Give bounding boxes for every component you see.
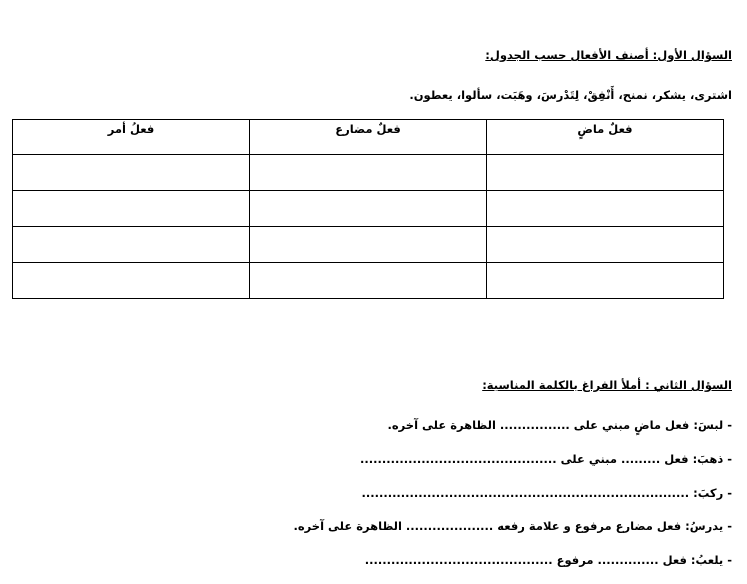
table-cell[interactable]	[250, 227, 487, 263]
table-row	[13, 227, 724, 263]
header-past-verb: فعلٌ ماضٍ	[487, 120, 724, 155]
fill-line-1: - لبسَ: فعل ماضٍ مبني على ................ الظاهرة على آخره.	[387, 418, 732, 432]
table-header-row	[13, 120, 724, 155]
table-cell[interactable]	[13, 263, 250, 299]
table-cell[interactable]	[250, 155, 487, 191]
header-imperative-verb: فعلُ أمر	[13, 120, 250, 155]
table-cell[interactable]	[13, 191, 250, 227]
fill-line-4: - يدرسُ: فعل مضارع مرفوع و علامة رفعه .................... الظاهرة على آخره.	[293, 519, 732, 533]
question1-title: السؤال الأول: أصنف الأفعال حسب الجدول:	[485, 48, 732, 62]
header-present-verb: فعلٌ مضارع	[250, 120, 487, 155]
table-row	[13, 191, 724, 227]
question1-word-list: اشترى، يشكر، نمنح، أَنْفِقْ، لِتَدْرسَ، وهَبَت، سألوا، يعطون.	[409, 88, 732, 102]
table-cell[interactable]	[13, 155, 250, 191]
table-cell[interactable]	[487, 155, 724, 191]
fill-line-2: - ذهبَ: فعل ......... مبني على .............................................	[360, 452, 732, 466]
table-cell[interactable]	[250, 191, 487, 227]
table-cell[interactable]	[487, 263, 724, 299]
fill-line-3: - ركبَ: ...........................................................................	[361, 486, 732, 500]
table-cell[interactable]	[487, 191, 724, 227]
fill-line-5: - يلعبُ: فعل .............. مرفوع ...........................................	[364, 553, 732, 567]
table-row	[13, 155, 724, 191]
table-row	[13, 263, 724, 299]
verb-classification-table	[12, 119, 724, 299]
table-cell[interactable]	[487, 227, 724, 263]
table-cell[interactable]	[13, 227, 250, 263]
question2-title: السؤال الثاني : أملأ الفراغ بالكلمة المناسبة:	[482, 378, 732, 392]
table-cell[interactable]	[250, 263, 487, 299]
